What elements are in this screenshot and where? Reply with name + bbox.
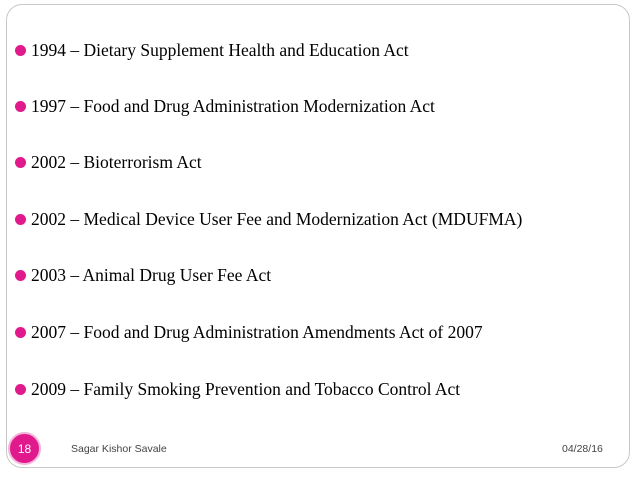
bullet-icon bbox=[15, 157, 26, 168]
bullet-text: 1994 – Dietary Supplement Health and Education Act bbox=[31, 39, 409, 60]
bullet-icon bbox=[15, 101, 26, 112]
list-item bbox=[15, 38, 409, 62]
list-item bbox=[15, 377, 460, 401]
bullet-icon bbox=[15, 384, 26, 395]
bullet-text: 2002 – Bioterrorism Act bbox=[31, 151, 202, 172]
list-item bbox=[15, 94, 435, 118]
bullet-text: 1997 – Food and Drug Administration Modernization Act bbox=[31, 95, 435, 116]
bullet-text: 2007 – Food and Drug Administration Amendments Act of 2007 bbox=[31, 321, 483, 342]
bullet-text: 2003 – Animal Drug User Fee Act bbox=[31, 264, 272, 285]
bullet-icon bbox=[15, 214, 26, 225]
bullet-text: 2002 – Medical Device User Fee and Modernization Act (MDUFMA) bbox=[31, 208, 523, 229]
bullet-text: 2009 – Family Smoking Prevention and Tobacco Control Act bbox=[31, 378, 461, 399]
list-item bbox=[15, 263, 271, 287]
list-item bbox=[15, 207, 522, 231]
page-number-badge bbox=[8, 432, 41, 465]
footer-date: 04/28/16 bbox=[562, 443, 603, 455]
bullet-icon bbox=[15, 45, 26, 56]
page-number: 18 bbox=[17, 441, 32, 456]
list-item bbox=[15, 320, 483, 344]
list-item bbox=[15, 150, 202, 174]
bullet-icon bbox=[15, 327, 26, 338]
footer-author: Sagar Kishor Savale bbox=[71, 443, 167, 455]
bullet-icon bbox=[15, 270, 26, 281]
